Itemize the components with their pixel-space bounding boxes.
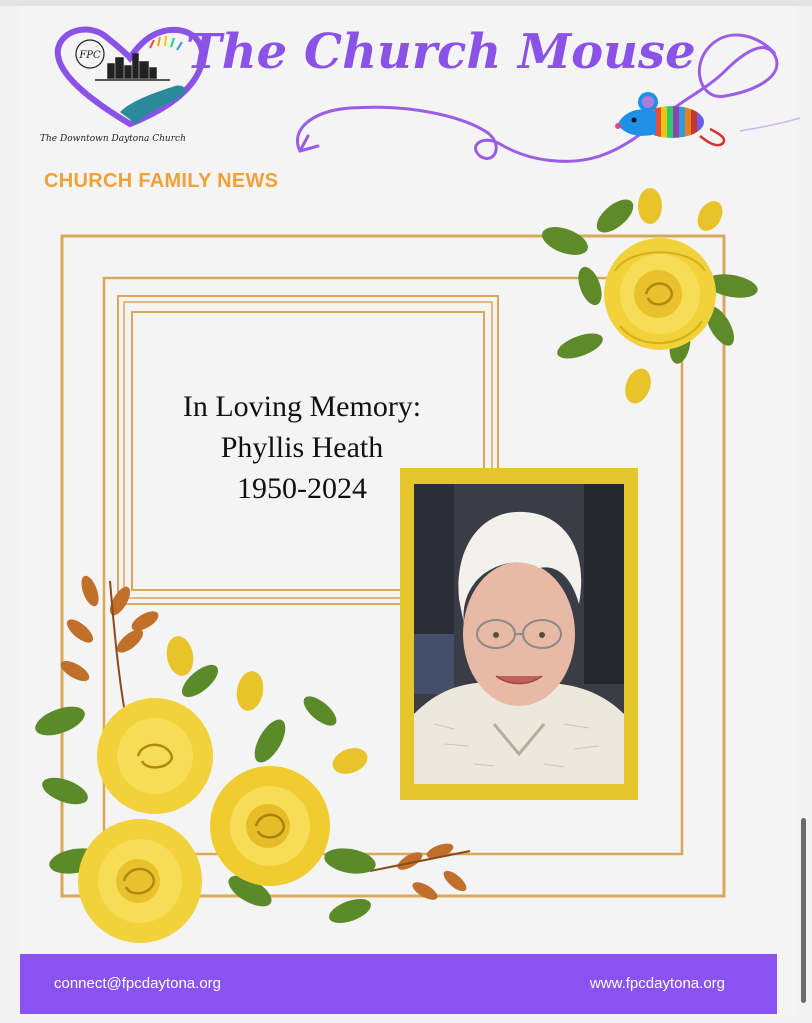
- roses-top-right: [520, 176, 770, 416]
- scrollbar[interactable]: [801, 818, 806, 1003]
- footer-website-link[interactable]: www.fpcdaytona.org: [589, 975, 725, 992]
- roses-bottom-left: [20, 561, 480, 951]
- memorial-dates: 1950-2024: [237, 472, 367, 505]
- footer-bar: [20, 954, 777, 1014]
- memorial-name: Phyllis Heath: [220, 431, 384, 464]
- newsletter-page: [20, 6, 796, 1016]
- logo-mark: FPC: [79, 50, 101, 61]
- masthead-title: The Church Mouse: [186, 24, 696, 80]
- memorial-heading: In Loving Memory:: [182, 390, 422, 423]
- section-label: CHURCH FAMILY NEWS: [44, 170, 279, 192]
- logo-subtitle: The Downtown Daytona Church: [40, 134, 186, 144]
- footer-email-link[interactable]: connect@fpcdaytona.org: [54, 975, 221, 992]
